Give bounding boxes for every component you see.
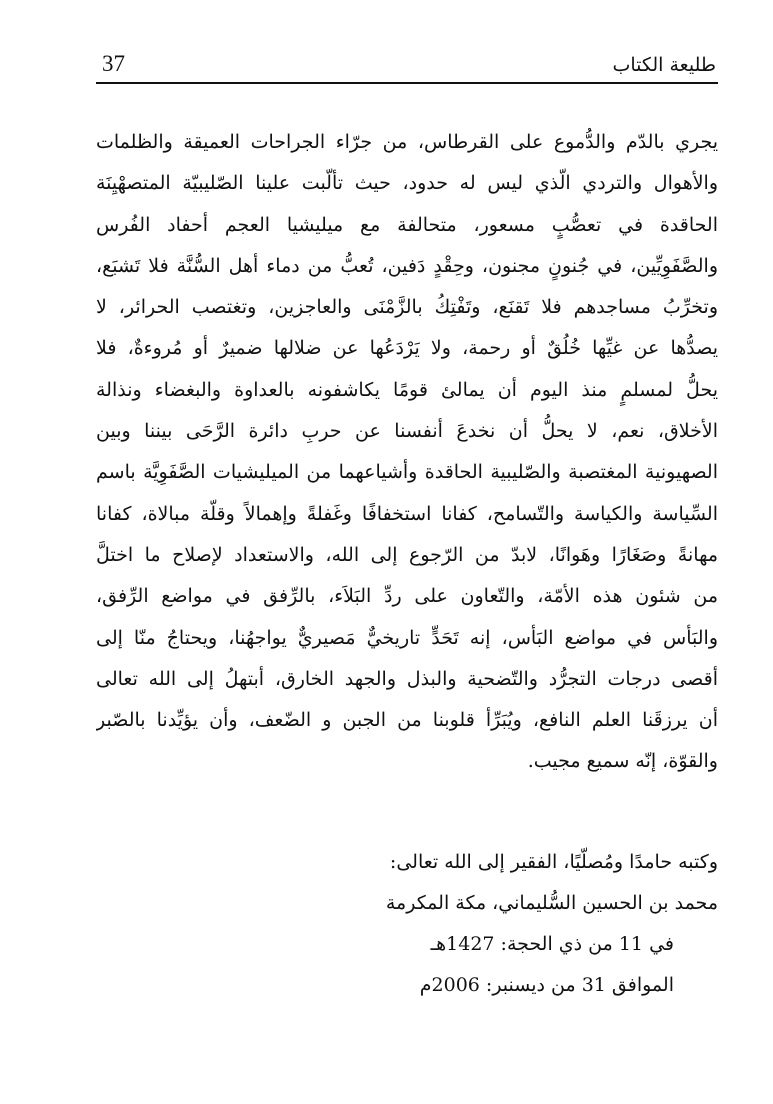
signature-line: وكتبه حامدًا ومُصلّيًا، الفقير إلى الله تعالى:: [389, 851, 718, 873]
body-line: والأهوال والتردي الّذي ليس له حدود، حيث تألّبت علينا الصّليبيّة المتصهْيِنَة: [96, 172, 718, 195]
body-line: من شئون هذه الأمّة، والتّعاون على ردِّ البَلاَء، بالرِّفق في مواضع الرِّفق،: [96, 585, 718, 608]
signature-hijri-date: في 11 من ذي الحجة: 1427هـ: [430, 933, 674, 955]
running-title: طليعة الكتاب: [612, 54, 716, 76]
body-line: والصَّفَوِيِّين، في جُنونٍ مجنون، وحِقْدٍ دَفين، تُعبُّ من دماء أهل السُّنَّة فلا تَشبَع،: [96, 254, 718, 277]
body-line: وتخرِّبُ مساجدهم فلا تَقنَع، وتَفْتِكُ بالزَّمْنَى والعاجزين، وتغتصب الحرائر، لا: [96, 296, 718, 319]
body-line: يحلُّ لمسلمٍ منذ اليوم أن يمالئ قومًا يكاشفونه بالعداوة والبغضاء ونذالة: [96, 378, 718, 401]
body-line: مهانةً وصَغَارًا وهَوانًا، لابدّ من الرّجوع إلى الله، والاستعداد لإصلاح ما اختلَّ: [96, 543, 718, 566]
body-line: الصهيونية المغتصبة والصّليبية الحاقدة وأشياعهما من الميليشيات الصَّفَوِيَّة باسم: [96, 461, 718, 484]
page-number: 37: [102, 51, 125, 76]
signature-gregorian-date: الموافق 31 من ديسنبر: 2006م: [419, 974, 674, 996]
signature-author: محمد بن الحسين السُّليماني، مكة المكرمة: [385, 892, 718, 914]
body-paragraph: [96, 122, 718, 783]
body-line: السِّياسة والكياسة والتّسامح، كفانا استخفافًا وغَفلةً وإهمالاً وقلّة مبالاة، كفانا: [96, 502, 718, 525]
body-line: أقصى درجات التجرُّد والتّضحية والبذل والجهد الخارق، أبتهلُ إلى الله تعالى: [96, 667, 718, 690]
signature-block: [298, 842, 718, 1006]
page-header: [96, 48, 718, 84]
body-line: يصدُّها عن غيِّها خُلُقٌ أو رحمة، ولا يَرْدَعُها عن ضلالها ضميرٌ أو مُروءةٌ، فلا: [96, 337, 718, 360]
body-line: أن يرزقَنا العلم النافع، ويُبَرِّأ قلوبنا من الجبن و الضّعف، وأن يؤيِّدنا بالصّبر: [96, 709, 718, 732]
body-line: والقوّة، إنّه سميع مجيب.: [527, 750, 718, 773]
body-line: يجري بالدّم والدُّموع على القرطاس، من جرّاء الجراحات العميقة والظلمات: [96, 131, 718, 153]
body-line: الأخلاق، نعم، لا يحلُّ أن نخدعَ أنفسنا عن حربِ دائرة الرَّحَى بيننا وبين: [96, 420, 718, 443]
body-line: الحاقدة في تعصُّبٍ مسعور، متحالفة مع ميليشيا العجم أحفاد الفُرس: [96, 213, 718, 236]
body-line: والبَأس في مواضع البَأس، إنه تَحَدٍّ تاريخيٌّ مَصيريٌّ يواجهُنا، ويحتاجُ منّا إلى: [96, 626, 718, 649]
